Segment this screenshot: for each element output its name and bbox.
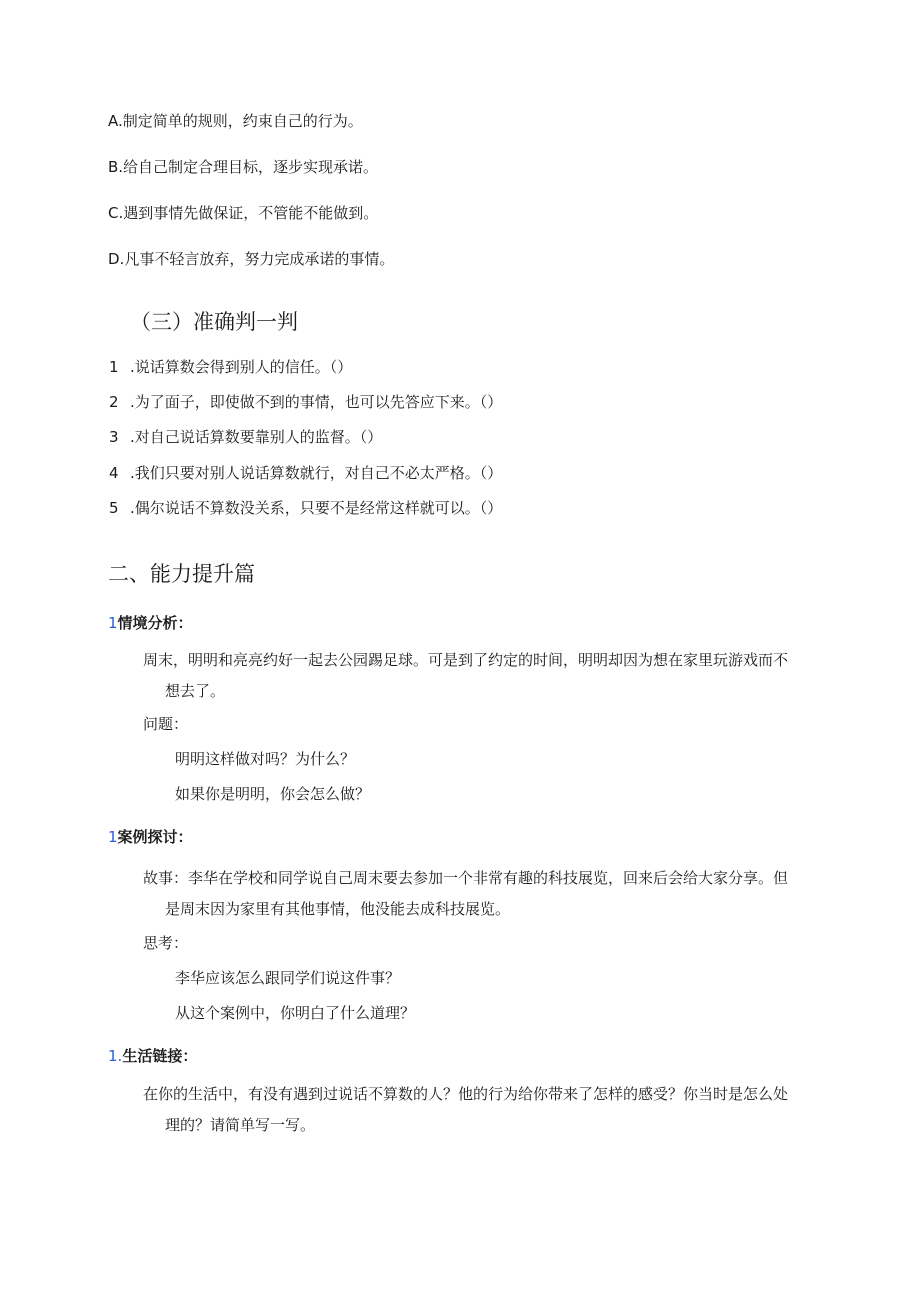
case-text-line-2: 是周末因为家里有其他事情，他没能去成科技展览。 [165,900,511,918]
judge-item-number: 4 [109,464,119,482]
case-heading-text: 案例探讨： [117,828,193,846]
option-a: A.制定简单的规则，约束自己的行为。 [108,112,363,130]
judge-item-number: 1 [109,358,119,376]
life-heading [108,1045,197,1067]
case-paragraph [143,863,815,925]
life-paragraph [143,1079,815,1141]
situation-text-line-2: 想去了。 [165,682,226,700]
option-b: B.给自己制定合理目标，逐步实现承诺。 [108,158,379,176]
judge-item-number: 5 [109,499,119,517]
judge-item-text: .我们只要对别人说话算数就行，对自己不必太严格。（） [130,464,503,482]
option-d: D.凡事不轻言放弃，努力完成承诺的事情。 [108,250,395,268]
judge-item-text: .对自己说话算数要靠别人的监督。（） [130,428,383,446]
section-2-title: 二、能力提升篇 [108,562,255,586]
judge-item-text: .说话算数会得到别人的信任。（） [130,358,353,376]
case-question-2: 从这个案例中，你明白了什么道理？ [175,1004,416,1022]
case-question-1: 李华应该怎么跟同学们说这件事？ [175,969,401,987]
situation-paragraph [143,645,815,707]
case-heading [108,826,193,848]
situation-text-line-1: 周末，明明和亮亮约好一起去公园踢足球。可是到了约定的时间，明明却因为想在家里玩游戏而不 [143,651,789,669]
option-c: C.遇到事情先做保证，不管能不能做到。 [108,204,379,222]
situation-number: 1 [108,614,118,632]
situation-heading-text: 情境分析： [117,614,193,632]
situation-question-2: 如果你是明明，你会怎么做？ [175,785,371,803]
life-number: 1. [108,1047,123,1065]
situation-question-1: 明明这样做对吗？为什么？ [175,750,356,768]
life-heading-text: 生活链接： [122,1047,198,1065]
judge-item-text: .为了面子，即使做不到的事情，也可以先答应下来。（） [130,393,503,411]
situation-question-label: 问题： [143,715,189,733]
judge-item-number: 3 [109,428,119,446]
judge-section-title: （三）准确判一判 [130,310,298,334]
case-thinking-label: 思考： [143,934,189,952]
case-text-line-1: 故事：李华在学校和同学说自己周末要去参加一个非常有趣的科技展览，回来后会给大家分享。但 [143,869,789,887]
judge-item-number: 2 [109,393,119,411]
situation-heading [108,612,193,634]
case-number: 1 [108,828,118,846]
life-text-line-1: 在你的生活中，有没有遇到过说话不算数的人？他的行为给你带来了怎样的感受？你当时是怎么处 [143,1085,789,1103]
judge-item-text: .偶尔说话不算数没关系，只要不是经常这样就可以。（） [130,499,503,517]
life-text-line-2: 理的？请简单写一写。 [165,1116,316,1134]
